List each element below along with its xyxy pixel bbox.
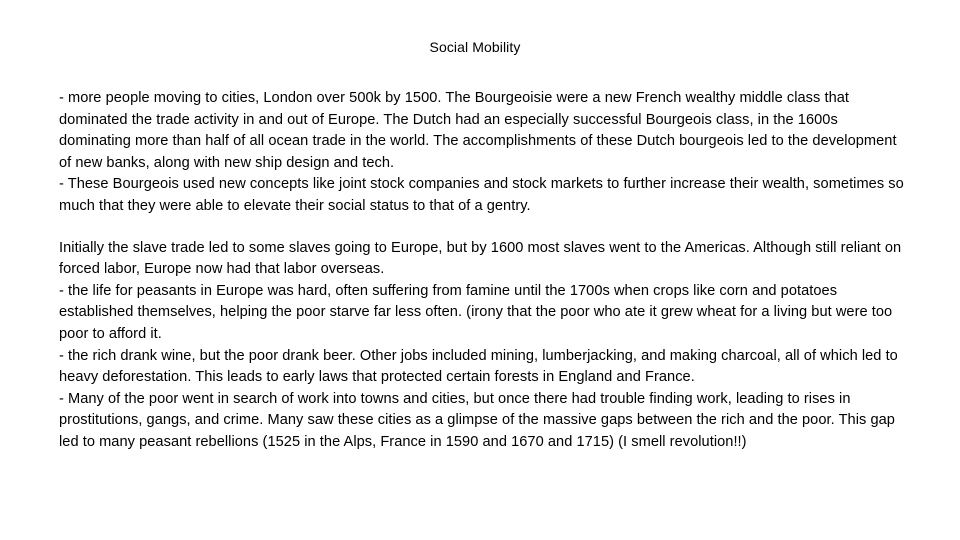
- paragraph-slave-trade: Initially the slave trade led to some slaves going to Europe, but by 1600 most slaves went to the Americas. Although still reliant on forced labor, Europe now had that labor overseas.: [59, 239, 902, 278]
- slide-body: [59, 88, 911, 454]
- paragraph-poor-in-cities: - Many of the poor went in search of work into towns and cities, but once there had trouble finding work, leading to rises in prostitutions, gangs, and crime. Many saw these cities as a glimpse of the massive gaps between the rich and the poor. This gap led to many peasant rebellions (1525 in the Alps, France in 1590 and 1670 and 1715) (I smell revolution!!): [59, 390, 895, 450]
- paragraph-spacer: [59, 218, 911, 238]
- paragraph-cities-bourgeoisie: - more people moving to cities, London over 500k by 1500. The Bourgeoisie were a new French wealthy middle class that dominated the trade activity in and out of Europe. The Dutch had an especially successful Bourgeois class, in the 1600s dominating more than half of all ocean trade in the world. The accomplishments of these Dutch bourgeois led to the development of new banks, along with new ship design and tech.: [59, 90, 897, 171]
- paragraph-joint-stock: - These Bourgeois used new concepts like joint stock companies and stock markets to further increase their wealth, sometimes so much that they were able to elevate their social status to that of a gentry.: [59, 176, 904, 214]
- paragraph-peasant-life: - the life for peasants in Europe was hard, often suffering from famine until the 1700s when crops like corn and potatoes established themselves, helping the poor starve far less often. (irony that the poor who ate it grew wheat for a living but were too poor to afford it.: [59, 282, 893, 342]
- slide-title: Social Mobility: [429, 39, 521, 55]
- paragraph-wine-beer-jobs: - the rich drank wine, but the poor drank beer. Other jobs included mining, lumberjacking, and making charcoal, all of which led to heavy deforestation. This leads to early laws that protected certain forests in England and France.: [59, 347, 898, 386]
